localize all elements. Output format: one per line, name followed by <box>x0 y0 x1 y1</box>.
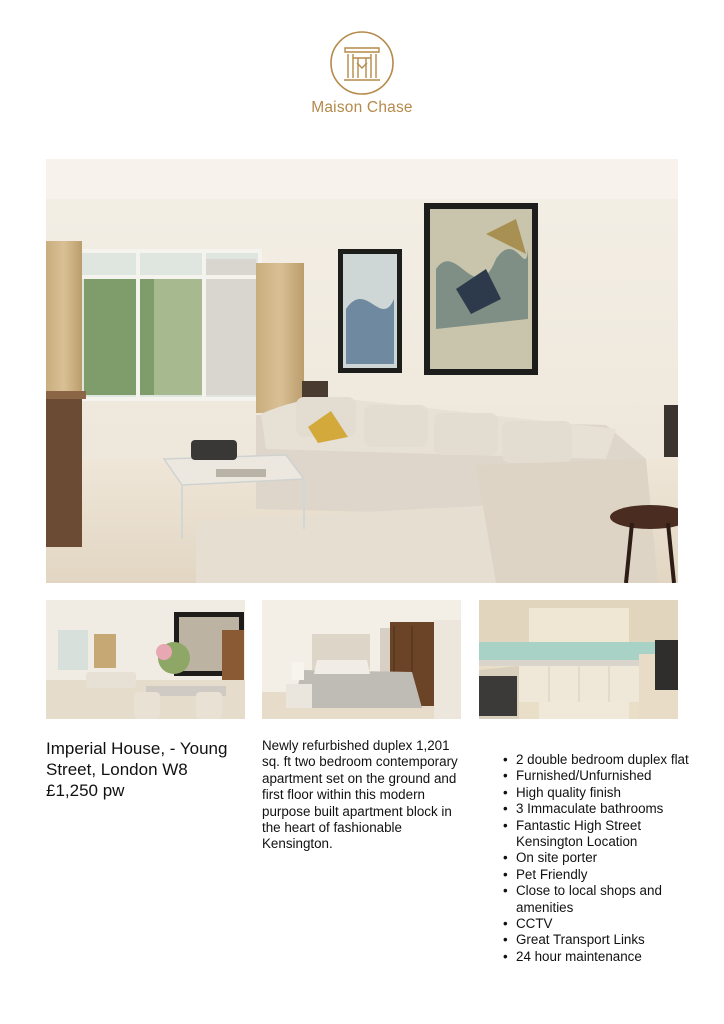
feature-item: • Close to local shops and amenities <box>499 883 689 916</box>
feature-item: • 24 hour maintenance <box>499 949 689 965</box>
address-line-2: Street, London W8 <box>46 760 188 779</box>
feature-item: • Fantastic High Street Kensington Location <box>499 818 689 851</box>
brand-name: Maison Chase <box>311 99 413 116</box>
kitchen-photo <box>479 600 678 719</box>
feature-item: • On site porter <box>499 850 689 866</box>
feature-item: • Pet Friendly <box>499 867 689 883</box>
property-address-block <box>46 738 251 801</box>
feature-item: • Furnished/Unfurnished <box>499 768 689 784</box>
feature-item: • High quality finish <box>499 785 689 801</box>
feature-item: • 3 Immaculate bathrooms <box>499 801 689 817</box>
price: £1,250 pw <box>46 781 125 800</box>
feature-item: • Great Transport Links <box>499 932 689 948</box>
bedroom-photo <box>262 600 461 719</box>
feature-item: • 2 double bedroom duplex flat <box>499 752 689 768</box>
brand-logo <box>306 30 418 117</box>
living-room-photo <box>46 159 678 583</box>
feature-item: • CCTV <box>499 916 689 932</box>
property-description: Newly refurbished duplex 1,201 sq. ft two bedroom contemporary apartment set on the ground and first floor within this modern purpose built apartment block in the heart of fashionable Kensington. <box>262 738 458 852</box>
features-list <box>499 752 689 965</box>
columns-emblem-icon <box>329 30 395 96</box>
open-plan-living-dining-photo <box>46 600 245 719</box>
address-line-1: Imperial House, - Young <box>46 739 228 758</box>
